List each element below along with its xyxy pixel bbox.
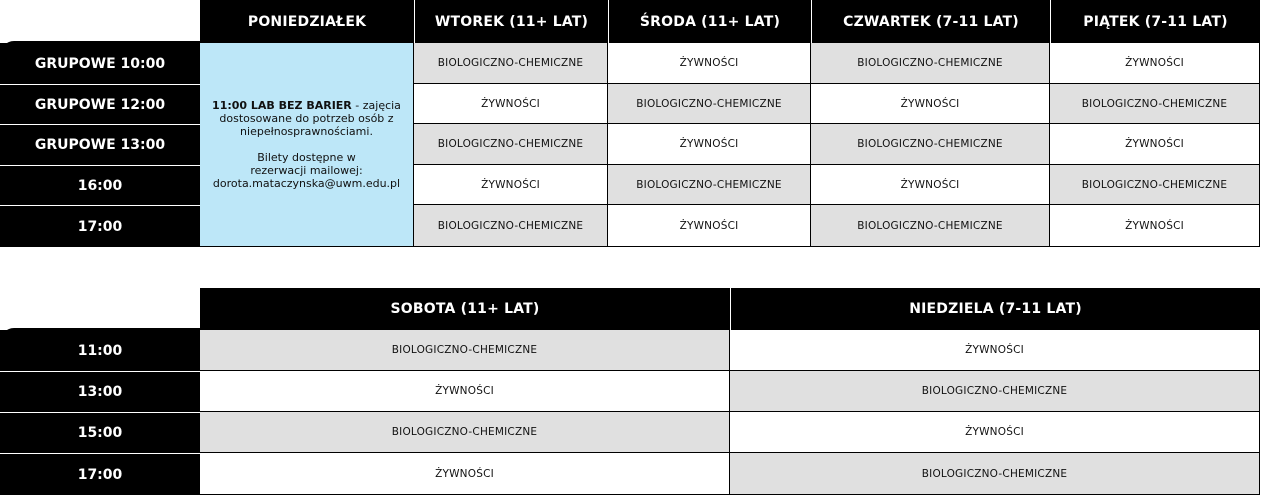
- time-label: GRUPOWE 12:00: [0, 84, 200, 124]
- schedule-cell: ŻYWNOŚCI: [608, 43, 811, 84]
- schedule-cell: ŻYWNOŚCI: [608, 205, 811, 247]
- time-label: 17:00: [0, 205, 200, 247]
- time-label: 17:00: [0, 453, 200, 495]
- time-label: GRUPOWE 10:00: [0, 43, 200, 84]
- schedule-cell: BIOLOGICZNO-CHEMICZNE: [608, 84, 811, 124]
- monday-accessibility-note: [200, 43, 414, 247]
- schedule-cell: BIOLOGICZNO-CHEMICZNE: [414, 43, 608, 84]
- time-label: GRUPOWE 13:00: [0, 124, 200, 165]
- schedule-cell: ŻYWNOŚCI: [1050, 205, 1260, 247]
- note-text: - zajęcia dostosowane do potrzeb osób z niepełnosprawnościami.: [219, 99, 401, 138]
- schedule-cell: ŻYWNOŚCI: [414, 84, 608, 124]
- schedule-cell: BIOLOGICZNO-CHEMICZNE: [1050, 165, 1260, 205]
- schedule-cell: ŻYWNOŚCI: [1050, 124, 1260, 165]
- schedule-cell: BIOLOGICZNO-CHEMICZNE: [811, 205, 1050, 247]
- schedule-cell: ŻYWNOŚCI: [608, 124, 811, 165]
- schedule-cell: BIOLOGICZNO-CHEMICZNE: [730, 453, 1260, 495]
- schedule-cell: BIOLOGICZNO-CHEMICZNE: [730, 371, 1260, 412]
- time-label: 13:00: [0, 371, 200, 412]
- schedule-cell: ŻYWNOŚCI: [200, 371, 730, 412]
- time-label: 16:00: [0, 165, 200, 205]
- schedule-cell: BIOLOGICZNO-CHEMICZNE: [414, 124, 608, 165]
- weekend-schedule: [0, 286, 1262, 497]
- schedule-cell: ŻYWNOŚCI: [811, 165, 1050, 205]
- note-description: [206, 99, 407, 138]
- schedule-cell: ŻYWNOŚCI: [730, 330, 1260, 371]
- schedule-cell: BIOLOGICZNO-CHEMICZNE: [608, 165, 811, 205]
- time-label: 15:00: [0, 412, 200, 453]
- schedule-cell: BIOLOGICZNO-CHEMICZNE: [414, 205, 608, 247]
- note-email: dorota.mataczynska@uwm.edu.pl: [212, 177, 401, 190]
- header-day-saturday: SOBOTA (11+ LAT): [200, 288, 730, 330]
- header-day-tuesday: WTOREK (11+ LAT): [414, 0, 608, 43]
- header-day-monday: PONIEDZIAŁEK: [200, 0, 414, 43]
- schedule-cell: ŻYWNOŚCI: [730, 412, 1260, 453]
- header-day-wednesday: ŚRODA (11+ LAT): [608, 0, 811, 43]
- schedule-cell: BIOLOGICZNO-CHEMICZNE: [811, 124, 1050, 165]
- schedule-cell: ŻYWNOŚCI: [1050, 43, 1260, 84]
- header-day-friday: PIĄTEK (7-11 LAT): [1050, 0, 1260, 43]
- schedule-cell: ŻYWNOŚCI: [811, 84, 1050, 124]
- schedule-cell: BIOLOGICZNO-CHEMICZNE: [811, 43, 1050, 84]
- note-tickets: Bilety dostępne w rezerwacji mailowej:: [250, 151, 363, 177]
- schedule-cell: BIOLOGICZNO-CHEMICZNE: [200, 330, 730, 371]
- header-day-sunday: NIEDZIELA (7-11 LAT): [730, 288, 1260, 330]
- schedule-cell: BIOLOGICZNO-CHEMICZNE: [200, 412, 730, 453]
- time-label: 11:00: [0, 330, 200, 371]
- note-title: 11:00 LAB BEZ BARIER: [212, 99, 352, 112]
- schedule-cell: ŻYWNOŚCI: [414, 165, 608, 205]
- schedule-cell: BIOLOGICZNO-CHEMICZNE: [1050, 84, 1260, 124]
- schedule-cell: ŻYWNOŚCI: [200, 453, 730, 495]
- header-day-thursday: CZWARTEK (7-11 LAT): [811, 0, 1050, 43]
